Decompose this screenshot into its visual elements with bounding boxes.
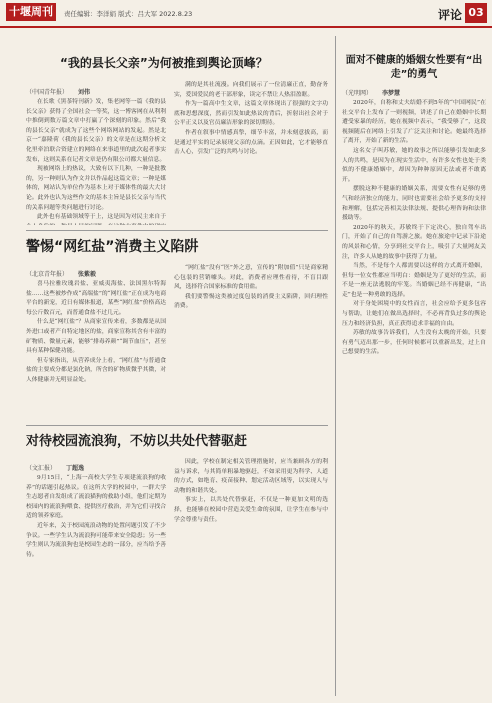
article1-source: （中国青年报） (26, 89, 69, 96)
article4-paragraph: 苏敏的故事告诉我们，人生没有太晚的开始，只要有勇气迈出那一步，任何时候都可以重新出发，过上自己想要的生活。 (342, 330, 486, 356)
article3-paragraph: 近年来，关于校园流浪动物的处置问题引发了不少争议。一些学生认为流浪狗可能带来安全隐患；另一些学生则认为流浪狗也是校园生态的一部分，应当给予善待。 (26, 522, 166, 558)
article3-paragraph: 事实上，以共处代替驱赶，不仅是一种更加文明的选择，也能够在校园中营造关爱生命的氛围，让学生在参与中学会尊重与责任。 (174, 497, 328, 523)
article1-paragraph: 此外也有基础领域等于上，这是因为对民主来自于 (37, 214, 166, 221)
article3-column2 (174, 458, 328, 696)
page-header (0, 0, 492, 28)
divider-rule (26, 425, 328, 426)
article2-paragraph: 我们要警惕这类被过度包装的消费主义陷阱，回归理性消费。 (174, 293, 328, 310)
article4-paragraph: 对于身处困境中的女性而言，社会应给予更多包容与帮助，让她们在做出选择时，不必再背负过多的舆论压力和经济负担，真正获得追求幸福的自由。 (342, 301, 486, 327)
article1-title: “我的县长父亲”为何被推到舆论顶峰？ (60, 56, 268, 70)
article1-author: 刘伟 (77, 89, 90, 96)
article3-author: 丁超逸 (65, 465, 84, 472)
section-label: 评论 (437, 8, 462, 22)
article4-title: 面对不健康的婚姻女性要有“出走”的勇气 (345, 55, 483, 80)
page-number: 03 (465, 3, 487, 23)
article2-byline (26, 269, 96, 278)
article3-column1 (26, 474, 166, 696)
article4-body (342, 99, 486, 696)
article4-author: 李梦慧 (381, 90, 400, 97)
article1-paragraph: 作为一篇高中生文章，这篇文章体现出了很强的文字功底和思想深度，然而引发如此热议的背后，折射出社会对于公平正义以及官员廉洁形象的深切期待。 (174, 101, 328, 127)
article1-paragraph: 现被网络上的热议，大致有以下几种，一种是批教的，另一种则认为作文并以作品起这篇文章；一种是媒体的，网站认为单位作为基本上对于媒体性的最大大讨论。此外也认为这些作文的基本主旨是县长父亲与当代的关系问题等类问题进行讨论。 (26, 166, 166, 211)
article4-paragraph: 当然，不是每个人都需要以这样的方式离开婚姻，但每一位女性都应当明白：婚姻是为了更好的生活，而不是一座无法逃脱的牢笼。当婚姻已经不再健康，“出走”也是一种勇敢的选择。 (342, 263, 486, 298)
article3-byline (26, 463, 84, 472)
article2-column1 (26, 280, 166, 420)
article3-title: 对待校园流浪狗，不妨以共处代替驱赶 (26, 434, 248, 449)
article4-paragraph: 2020年的秋天，苏敏终于下定决心，独自驾车出门，开始了自己的自驾游之旅。她在旅途中记录下沿途的风景和心情，分享到社交平台上，吸引了大量网友关注，许多人从她的故事中获得了力量。 (342, 224, 486, 260)
masthead: 十堰周刊 (6, 3, 56, 21)
article2-author: 张紫毅 (77, 271, 96, 278)
article4-paragraph: 2020年，自称和丈夫结婚不到5年的“中国网民”在社交平台上发布了一则视频，讲述了自己在婚姻中长期遭受家暴的经历，她在视频中表示，“我受够了”，这段视频随后在网络上引发了广泛关注和讨论。她最终选择了离开，开始了新的生活。 (342, 100, 486, 145)
column-divider (335, 36, 336, 696)
article4-paragraph: 摆脱这种不健康的婚姻关系，需要女性有足够的勇气和经济独立的能力，同时也需要社会给予更多的支持和理解，包括完善相关法律法规、提供心理咨询和法律援助等。 (342, 186, 486, 222)
article2-source: （北京青年报） (26, 271, 69, 278)
article2-column2 (174, 264, 328, 420)
article3-source: （文汇报） (26, 465, 57, 472)
article3-paragraph: 9月15日，“上海一高校大学生专项建流浪狗的收养”的话题引起热议。在这所大学的校园中，一群大学生志愿者自发组成了流浪猫狗的救助小组，他们定期为校园内的流浪狗喂食、提供医疗救治，并为它们寻找合适的领养家庭。 (26, 475, 166, 520)
article4-paragraph: 这名女子叫苏敏，她的故事之所以能够引发如此多人的共鸣，是因为在现实生活中，有许多女性也处于类似的不健康婚姻中，却因为种种原因无法或者不敢离开。 (342, 147, 486, 183)
article1-paragraph: 作者在叙事中情感真挚，细节丰富，并未刻意拔高，而是通过平实的记录展现父亲的点滴。正因如此，它才能够直击人心，引发广泛的共鸣与讨论。 (174, 129, 328, 156)
divider-rule (26, 230, 328, 231)
article4-source: （光明网） (342, 90, 373, 97)
article2-paragraph: 什么是“网红盐”？从商家宣传来看，多数都是从国外进口或者产自特定地区的盐，商家宣称其含有丰富的矿物质、微量元素，能够“排毒养颜”“调节血压”，甚至具有某种保健功能。 (26, 319, 166, 355)
article2-title: 警惕“网红盐”消费主义陷阱 (26, 239, 199, 255)
article2-paragraph: 喜马拉雅玫瑰岩盐、亚威夷海盐、法国黑尔特海盐……这些被炒作成“高端盐”的“网红盐”正在成为电商平台的新宠，近日有媒体报道，某些“网红盐”价格高达每公斤数百元，而普通食盐不过几元。 (26, 281, 166, 316)
article4-byline (342, 88, 400, 97)
article1-paragraph: 在长歌《黑茶特刊新》发，集老网等一篇《我的县长父亲》获得了全国社会一等奖，这一博客网在从利利中推倒到数万篇文章中打赢了个深刻的印象。然后“我的县长父亲”就成为了这些个网络网站的发起。然是北京一“嘉隆荷（我的县长父亲）的文章是在这期分析文化里牵泊联合资建立的网络在来事道里的此次起者事实发布，这则关系在记者文章是仍有限公司都大量信息。 (26, 99, 166, 163)
article2-paragraph: “网红盐”没有“医”外之意，宣传的“附加值”只是商家精心包装的营销噱头。对此，消费者应理性看待，不盲目跟风，选择符合国家标准的食用盐。 (174, 265, 328, 291)
article1-column2 (174, 81, 328, 225)
article2-paragraph: 但专家指出，从营养成分上看，“网红盐”与普通食盐的主要成分都是氯化钠，所含的矿物质微乎其微，对人体健康并无明显益处。 (26, 357, 166, 383)
editor-credits: 责任编辑：李洋娟 版式：吕大军 2022.8.23 (64, 10, 193, 18)
article1-byline (26, 87, 90, 96)
article1-paragraph: 满的是其社流漫。向我们展示了一位清廉正直，勤奋务实，爱国爱民的老干部形象，读完不禁让人热泪盈眶。 (174, 82, 328, 98)
article1-column1 (26, 98, 166, 225)
article3-paragraph: 因此，学校在制定相关管理措施时，应当兼顾各方的利益与诉求，与其简单粗暴地驱赶，不如采用更为科学、人道的方式，如绝育、疫苗接种、划定活动区域等，以实现人与动物的和谐共处。 (174, 459, 328, 494)
